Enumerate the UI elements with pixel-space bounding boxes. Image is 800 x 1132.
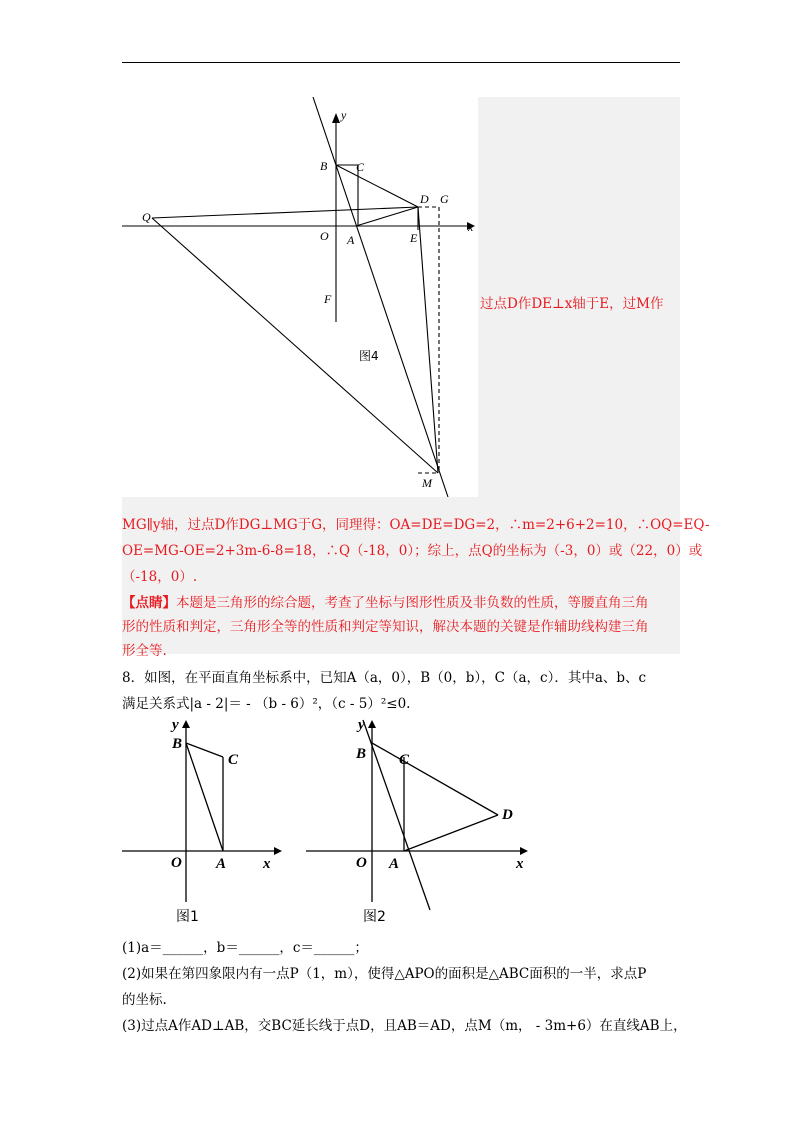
question-1: (1)a＝______，b＝______，c＝______； xyxy=(122,940,368,956)
figure-2 xyxy=(300,712,535,927)
fig2-label-o: O xyxy=(356,855,367,871)
fig4-seg-qd xyxy=(152,207,418,218)
fig2-label-a: A xyxy=(389,856,400,872)
fig4-label-f: F xyxy=(324,292,332,306)
fig2-y-arrow xyxy=(368,720,376,728)
fig2-seg-ad xyxy=(404,815,498,851)
fig4-label-o: O xyxy=(320,229,329,243)
fig4-seg-qm xyxy=(152,218,438,473)
fig2-caption: 图2 xyxy=(363,909,386,925)
comment-line-2: 形的性质和判定，三角形全等的性质和判定等知识，解决本题的关键是作辅助线构建三角 xyxy=(122,619,649,635)
figure-4-diagram xyxy=(122,97,478,497)
fig4-label-c: C xyxy=(356,160,365,174)
figure-1 xyxy=(118,712,288,927)
comment-line-3: 形全等. xyxy=(122,643,167,659)
fig4-label-g: G xyxy=(440,192,449,206)
question-3: (3)过点A作AD⊥AB，交BC延长线于点D，且AB＝AD，点M（m， - 3m+6）在直线AB上， xyxy=(122,1018,687,1034)
comment-line-1 xyxy=(122,591,649,611)
fig1-label-y: y xyxy=(172,717,179,733)
header-rule xyxy=(122,62,680,63)
solution-line-2: OE=MG-OE=2+3m-6-8=18，∴Q（-18，0）；综上，点Q的坐标为（-3，0）或（22，0）或 xyxy=(122,543,703,559)
comment-text-1: 本题是三角形的综合题，考查了坐标与图形性质及非负数的性质，等腰直角三角 xyxy=(176,595,649,611)
fig4-label-m: M xyxy=(422,476,432,490)
fig1-y-arrow xyxy=(182,720,190,728)
fig4-label-e: E xyxy=(410,231,418,245)
fig4-seg-dm xyxy=(418,207,438,473)
fig4-caption: 图4 xyxy=(359,349,379,363)
fig1-x-arrow xyxy=(274,847,282,855)
fig4-label-y: y xyxy=(341,108,347,122)
fig1-seg-bc xyxy=(186,743,223,757)
fig1-label-o: O xyxy=(171,855,182,871)
fig1-seg-ba xyxy=(186,743,223,851)
fig2-label-d: D xyxy=(502,807,513,823)
fig4-seg-ad xyxy=(356,207,418,226)
figure-4 xyxy=(122,97,478,497)
fig4-label-x: x xyxy=(468,220,474,234)
fig2-label-y: y xyxy=(358,717,365,733)
question-2-line-1: (2)如果在第四象限内有一点P（1，m），使得△APO的面积是△ABC面积的一半，求点P xyxy=(122,966,647,982)
problem-stem-line-1 xyxy=(122,666,646,686)
solution-line-3: （-18，0）. xyxy=(122,569,198,585)
fig1-label-a: A xyxy=(216,856,227,872)
fig2-line-ab xyxy=(363,720,430,910)
fig2-label-b: B xyxy=(356,746,367,762)
fig2-label-c: C xyxy=(399,752,410,768)
question-2-line-2: 的坐标. xyxy=(122,992,167,1008)
fig4-label-q: Q xyxy=(142,210,151,224)
fig1-label-b: B xyxy=(172,736,183,752)
fig4-label-b: B xyxy=(320,159,328,173)
fig2-seg-bd xyxy=(372,743,498,815)
solution-side-text: 过点D作DE⊥x轴于E，过M作 xyxy=(480,296,664,312)
fig1-label-c: C xyxy=(228,752,239,768)
fig4-line-bm xyxy=(313,97,448,497)
solution-line-1: MG∥y轴，过点D作DG⊥MG于G，同理得：OA=DE=DG=2，∴m=2+6+2=10，∴OQ=EQ- xyxy=(122,517,710,533)
fig4-label-d: D xyxy=(420,192,429,206)
problem-stem-text: ．如图，在平面直角坐标系中，已知A（a，0），B（0，b），C（a，c）．其中a、b、c xyxy=(130,670,647,686)
comment-tag: 【点睛】 xyxy=(122,595,176,611)
problem-number: 8 xyxy=(122,670,131,686)
fig4-label-a: A xyxy=(347,233,355,247)
fig4-y-arrow xyxy=(332,113,340,123)
fig1-caption: 图1 xyxy=(176,909,199,925)
fig2-x-arrow xyxy=(520,847,528,855)
fig1-label-x: x xyxy=(263,856,271,872)
fig2-label-x: x xyxy=(516,856,524,872)
problem-stem-line-2: 满足关系式|a - 2|＝ - （b - 6）²，（c - 5）²≤0. xyxy=(122,696,411,712)
